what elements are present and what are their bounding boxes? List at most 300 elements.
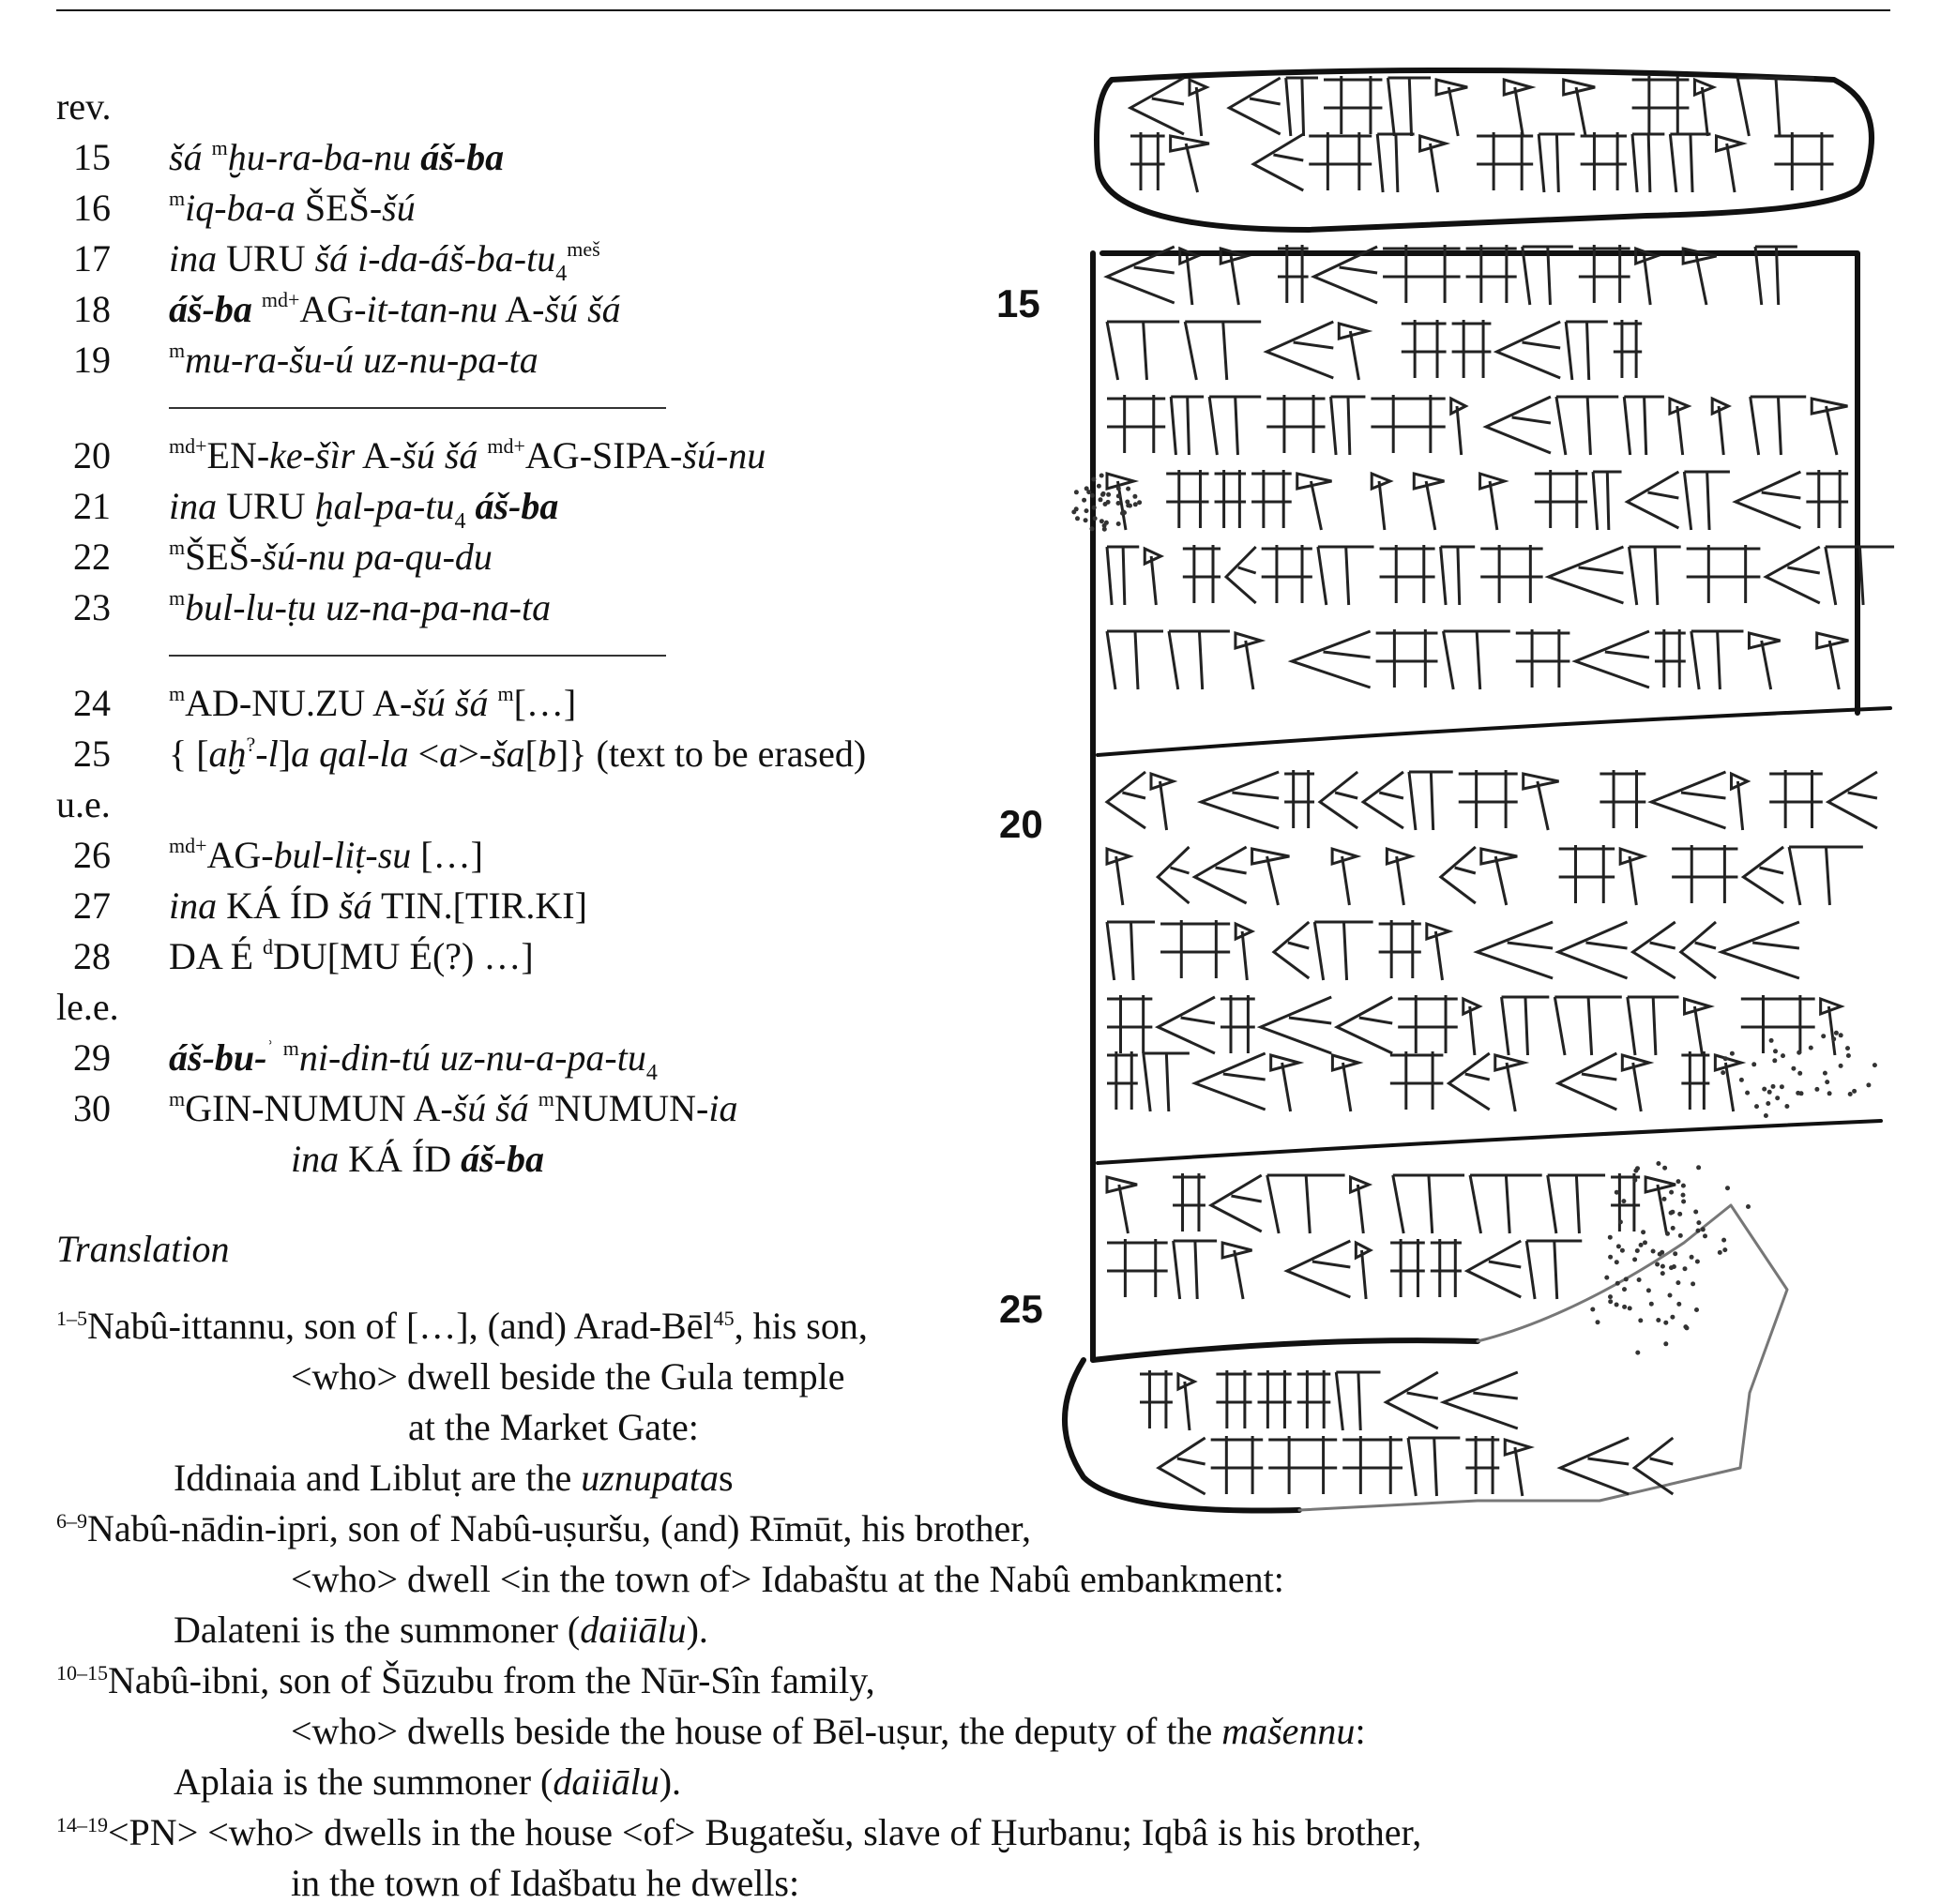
cuneiform-wedge [1398,995,1458,1053]
cuneiform-wedge [1681,922,1716,978]
damage-dot [1691,1281,1695,1286]
damage-dot [1676,1179,1681,1184]
cuneiform-wedge [1539,134,1574,192]
cuneiform-wedge [1441,547,1476,605]
damage-dot [1090,493,1095,498]
cuneiform-wedge [1448,1053,1489,1110]
cuneiform-wedge [1284,770,1314,828]
damage-dot [1845,1046,1850,1050]
line-marker-15: 15 [996,281,1040,325]
damage-dot [1084,508,1089,513]
damage-dot [1084,518,1088,522]
damage-dot [1675,1280,1680,1285]
cuneiform-wedge [1183,545,1221,603]
cuneiform-wedge [1173,1173,1205,1232]
cuneiform-wedge [1107,1177,1137,1233]
damage-dot [1651,1249,1656,1254]
damage-dot [1099,497,1103,502]
damage-dot [1839,1033,1843,1037]
cuneiform-wedge [1600,770,1645,828]
cuneiform-wedge [1691,631,1744,689]
damage-dot [1646,1288,1651,1292]
damage-dot [1082,498,1086,503]
cuneiform-wedge [1336,1372,1380,1430]
damage-dot [1834,1031,1839,1035]
damage-dot [1772,1058,1777,1063]
cuneiform-wedge [1736,472,1800,528]
cuneiform-wedge [1215,470,1247,528]
translation-p3-line2: <who> dwells beside the house of Bēl-uṣur, the deputy of the mašennu: [291,1710,1366,1752]
damage-dot [1739,1078,1744,1082]
top-rule [56,9,1890,11]
damage-dot [1615,1260,1619,1264]
cuneiform-wedge [1670,134,1710,192]
cuneiform-wedge [1465,1436,1499,1494]
cuneiform-wedge [1812,399,1847,455]
cuneiform-wedge [1363,772,1403,828]
cuneiform-wedge [1436,80,1467,136]
section-label-upper-edge: u.e. [56,783,111,825]
damage-dot [1823,1071,1827,1076]
cuneiform-wedge [1620,849,1643,905]
translit-line-19: 19 $^m$mu-ra-šu-ú uz-nu-pa-ta [73,339,538,381]
cuneiform-wedge [1390,1051,1444,1110]
cuneiform-wedge [1629,547,1680,605]
cuneiform-wedge [1160,920,1230,978]
cuneiform-wedge [1190,80,1206,136]
cuneiform-wedge [1477,132,1533,190]
cuneiform-wedge [1130,132,1165,190]
cuneiform-wedge [1221,995,1255,1053]
cuneiform-wedge [1402,320,1447,378]
cuneiform-wedge [1195,847,1247,903]
cuneiform-wedge [1408,1438,1460,1496]
damage-dot [1104,521,1109,525]
damage-dot [1866,1082,1871,1087]
cuneiform-wedge [1463,999,1479,1055]
cuneiform-wedge [1211,1175,1262,1232]
translit-line-21: 21 ina URU ḫal-$pa-tu_4$ áš-ba [73,485,559,534]
cuneiform-wedge [1171,136,1209,192]
damage-dot [1696,1220,1701,1225]
damage-dot [1137,500,1142,505]
cuneiform-wedge [1741,995,1815,1053]
cuneiform-wedge [1486,397,1551,453]
cuneiform-wedge [1130,78,1184,134]
cuneiform-wedge [1575,631,1649,688]
cuneiform-wedge [1593,472,1621,530]
damage-dot [1677,1212,1682,1216]
damage-dot [1132,494,1137,499]
cuneiform-wedge [1743,847,1783,903]
damage-dot [1615,1303,1619,1307]
damage-dot [1608,1299,1613,1304]
cuneiform-wedge [1636,249,1657,305]
cuneiform-wedge [1209,397,1261,455]
cuneiform-wedge [1684,472,1730,530]
cuneiform-wedge [1201,772,1279,828]
cuneiform-wedge [1681,1051,1709,1110]
cuneiform-wedge [1371,395,1445,453]
damage-dot [1622,1287,1627,1292]
cuneiform-wedge [1409,772,1453,830]
cuneiform-wedge [1624,397,1664,455]
cuneiform-wedge [1332,1055,1358,1111]
section-label-left-edge: le.e. [56,986,119,1028]
cuneiform-wedge [1211,1436,1264,1494]
cuneiform-wedge [1107,631,1163,689]
cuneiform-wedge [1107,849,1130,905]
damage-dot [1635,1351,1640,1355]
damage-dot [1632,1257,1637,1262]
damage-dot [1827,1091,1832,1096]
cuneiform-wedge [1632,76,1690,134]
upper-edge-outline [1097,70,1872,230]
cuneiform-wedge [1632,134,1664,192]
cuneiform-wedge [1236,924,1251,980]
damage-dot [1632,1178,1637,1183]
damage-dot [1669,1190,1674,1195]
cuneiform-wedge [1107,1051,1138,1110]
cuneiform-wedge [1390,1239,1425,1297]
damage-dot [1725,1186,1730,1190]
cuneiform-wedge [1672,845,1737,903]
damage-dot [1122,510,1127,515]
cuneiform-wedge [1558,922,1627,978]
section-divider [169,655,666,657]
translit-line-25: 25 { [aḫ?-l]a qal-la <a>-ša[b]} (text to be erased) [73,733,867,775]
cuneiform-wedge [1549,547,1624,603]
damage-dot [1693,1210,1698,1215]
cuneiform-wedge [1459,770,1518,828]
damage-dot [1116,521,1121,526]
damage-dot [1615,1190,1619,1195]
cuneiform-wedge [1737,78,1814,136]
damage-dot [1662,1197,1667,1201]
cuneiform-wedge [1806,470,1848,528]
damage-dot [1608,1294,1613,1299]
damage-dot [1766,1101,1770,1106]
cuneiform-wedge [1380,545,1435,603]
damage-dot [1775,1096,1780,1100]
translit-line-16: 16 $^m$iq-ba-a ŠEŠ-šú [73,187,416,229]
cuneiform-wedge [1749,633,1780,689]
cuneiform-wedge [1535,470,1587,528]
damage-dot [1695,1260,1700,1264]
cuneiform-wedge [1477,922,1553,978]
cuneiform-wedge [1178,1374,1194,1430]
cuneiform-wedge [1261,997,1331,1053]
damage-dot [1703,1233,1707,1238]
translit-line-15: 15 šá $^m$ḫu-ra-ba-nu áš-ba [73,136,505,178]
damage-dot [1721,1070,1725,1075]
cuneiform-wedge [1331,397,1366,455]
damage-dot [1116,486,1121,491]
cuneiform-wedge [1651,772,1725,828]
damage-dot [1769,1038,1774,1043]
damage-dot [1696,1229,1701,1233]
cuneiform-wedge [1286,78,1318,136]
cuneiform-wedge [1221,249,1246,305]
damage-dot [1658,1252,1662,1257]
damage-dot [1621,1199,1626,1203]
cuneiform-wedge [1504,80,1531,136]
cuneiform-wedge [1236,633,1261,689]
damage-dot [1663,1321,1668,1325]
damage-dot [1669,1211,1674,1216]
cuneiform-wedge [1377,134,1414,192]
cuneiform-wedge [1721,922,1799,978]
damage-dot [1852,1089,1857,1094]
damage-dot [1075,516,1080,521]
cuneiform-wedge [1309,132,1372,190]
cuneiform-wedge [1556,397,1618,455]
damage-dot [1097,484,1101,489]
cuneiform-wedge [1107,772,1145,828]
translation-p3-line3: Aplaia is the summoner (daiiālu). [174,1760,682,1803]
damage-dot [1128,504,1132,508]
damage-dot [1071,509,1076,514]
cuneiform-wedge [1821,999,1842,1055]
cuneiform-wedge [1628,472,1679,528]
cuneiform-wedge [1817,633,1849,689]
cuneiform-wedge [1185,322,1261,380]
damage-dot [1669,1265,1674,1270]
damage-dot [1091,477,1096,482]
damage-dot [1784,1104,1789,1109]
cuneiform-wedge [1387,78,1431,136]
cuneiform-wedge [1158,847,1189,903]
section-divider [169,407,666,409]
damage-dot [1656,1318,1660,1322]
damage-dot [1608,1255,1613,1260]
damage-dot [1722,1247,1727,1252]
cuneiform-wedge [1470,1175,1542,1233]
cuneiform-wedge [1169,631,1230,689]
translit-line-28: 28 DA É $^d$DU[MU É(?) …] [73,935,534,977]
cuneiform-wedge [1769,770,1823,828]
damage-dot [1681,1184,1686,1188]
damage-dot [1780,1084,1784,1089]
cuneiform-wedge [1226,547,1256,603]
translation-p2-line2: <who> dwell <in the town of> Idabaštu at the Nabû embankment: [291,1558,1284,1600]
cuneiform-wedge [1441,847,1476,903]
translation-heading: Translation [56,1228,230,1270]
damage-dot [1090,526,1095,531]
damage-stippling [1071,474,1877,1355]
damage-dot [1825,1080,1829,1084]
cuneiform-wedge [1262,545,1312,603]
damage-dot [1608,1235,1613,1240]
cuneiform-wedge [1731,774,1747,830]
cuneiform-wedge [1195,1053,1266,1110]
damage-dot [1671,1226,1675,1231]
cuneiform-wedge [1144,1053,1190,1111]
cuneiform-wedge [1558,1053,1616,1110]
cuneiform-wedge [1372,474,1390,530]
cuneiform-wedge [1502,997,1550,1055]
cuneiform-wedge [1107,922,1155,980]
cuneiform-wedge [1414,474,1444,530]
cuneiform-wedge [1222,1243,1251,1299]
cuneiform-wedge [1314,922,1372,980]
damage-dot [1676,1302,1681,1307]
cuneiform-wedge [1526,1241,1582,1299]
cuneiform-wedge [1431,1239,1462,1297]
cuneiform-wedge [1266,395,1325,453]
cuneiform-wedge [1715,1055,1741,1111]
damage-dot [1106,500,1111,505]
broken-edge-outline [1299,1205,1787,1510]
cuneiform-wedge [1274,922,1309,978]
cuneiform-wedge [1271,1055,1299,1111]
translit-line-27: 27 ina KÁ ÍD šá TIN.[TIR.KI] [73,884,587,927]
damage-dot [1624,1277,1629,1281]
cuneiform-wedge [1268,1436,1337,1494]
cuneiform-wedge [1287,1241,1350,1297]
cuneiform-wedge [1789,847,1863,905]
damage-dot [1730,1051,1735,1056]
cuneiform-wedge [1318,547,1374,605]
damage-dot [1099,474,1104,478]
cuneiform-wedge [1332,849,1357,905]
cuneiform-wedge [1516,629,1570,688]
translit-line-18: 18 áš-ba $^{md+}$AG-it-tan-nu A-šú šá [73,288,621,330]
damage-dot [1797,1071,1802,1076]
damage-dot [1751,1062,1756,1066]
cuneiform-wedge [1342,1436,1403,1494]
damage-dot [1746,1204,1751,1209]
cuneiform-wedge [1560,1438,1629,1494]
translation-p1-line4: Iddinaia and Libluṭ are the uznupatas [174,1457,734,1499]
cuneiform-wedge [1145,549,1160,605]
damage-dot [1106,492,1111,497]
cuneiform-wedge [1356,1243,1370,1299]
damage-dot [1673,1251,1677,1256]
cuneiform-wedge [1451,399,1466,455]
cuneiform-wedge [1253,134,1303,190]
cuneiform-tablet-drawing [990,52,1909,1515]
damage-dot [1764,1113,1768,1118]
cuneiform-wedge [1386,1372,1437,1428]
damage-dot [1116,493,1121,498]
cuneiform-wedge [1467,1241,1521,1297]
cuneiform-wedge [1257,1370,1291,1428]
cuneiform-wedge [1751,397,1807,455]
cuneiform-wedge [1267,1175,1345,1233]
cuneiform-wedge [1180,249,1198,305]
cuneiform-wedge [1564,80,1595,136]
damage-dot [1814,1087,1819,1092]
translation-p4-line2: in the town of Idašbatu he dwells: [291,1862,800,1904]
cuneiform-wedge [1670,399,1689,455]
translit-line-29: 29 áš-bu-$^ʾ$ $^m$ni-din-tú $uz-nu-a-pa-tu_4$ [73,1036,658,1085]
damage-dot [1590,1307,1595,1312]
damage-dot [1809,1046,1813,1050]
damage-dot [1618,1219,1623,1224]
damage-dot [1681,1193,1686,1198]
cuneiform-wedge [1266,322,1333,378]
damage-dot [1074,490,1079,494]
damage-dot [1099,519,1104,523]
damage-dot [1620,1248,1625,1253]
damage-dot [1839,1064,1843,1068]
cuneiform-wedge [1320,772,1357,828]
cuneiform-wedge [1505,1440,1530,1496]
damage-dot [1133,502,1138,506]
damage-dot [1791,1066,1796,1071]
damage-dot [1781,1053,1785,1058]
translit-line-24: 24 $^m$AD-NU.ZU A-šú šá $^m$[…] [73,682,577,724]
section-label-reverse: rev. [56,85,112,128]
damage-dot [1616,1244,1621,1248]
cuneiform-wedge [1171,397,1204,455]
cuneiform-wedge [1655,629,1686,688]
cuneiform-wedge [1324,76,1382,134]
cuneiform-wedge [1420,136,1446,192]
cuneiform-wedge [1174,1241,1217,1299]
damage-dot [1773,1049,1778,1053]
cuneiform-wedge [1393,1175,1464,1233]
translit-line-30: 30 $^m$GIN-NUMUN A-šú šá $^m$NUMUN-ia [73,1087,738,1129]
damage-dot [1628,1306,1632,1310]
cuneiform-wedge [1614,320,1642,378]
cuneiform-wedge [1107,995,1152,1053]
damage-dot [1745,1091,1750,1096]
cuneiform-wedge [1774,132,1833,190]
cuneiform-wedge [1645,1177,1675,1233]
cuneiform-wedge [1716,136,1742,192]
damage-dot [1694,1307,1699,1312]
cuneiform-wedge [1351,1177,1370,1233]
damage-dot [1821,1034,1826,1038]
cuneiform-wedge [1444,1372,1518,1428]
cuneiform-wedge [1339,324,1367,380]
damage-dot [1721,1238,1726,1243]
cuneiform-wedge [1828,772,1877,828]
cuneiform-wedge [1712,399,1728,455]
cuneiform-wedge [1107,322,1179,380]
translation-p2-line3: Dalateni is the summoner (daiiālu). [174,1609,708,1651]
cuneiform-wedge [1251,470,1292,528]
cuneiform-wedge [1107,1239,1168,1297]
damage-dot [1846,1053,1851,1058]
cuneiform-signs [1107,76,1894,1496]
translit-line-17: 17 ina URU šá $i-da-áš-ba-tu_4^{meš}$ [73,237,600,286]
cuneiform-wedge [1559,845,1615,903]
cuneiform-wedge [1444,631,1510,689]
cuneiform-wedge [1481,849,1517,905]
translit-line-26: 26 $^{md+}$AG-bul-liṭ-su […] [73,834,483,876]
damage-dot [1754,1104,1759,1109]
cuneiform-wedge [1554,997,1621,1055]
damage-dot [1683,1266,1688,1271]
damage-dot [1668,1293,1673,1298]
translation-p1-line1: $^{1-5}$Nabû-ittannu, son of […], (and) Arad-Bēl$^{45}$, his son, [56,1305,868,1347]
cuneiform-wedge [1376,629,1438,688]
cuneiform-wedge [1524,774,1559,830]
cuneiform-wedge [1107,547,1139,605]
cuneiform-wedge [1292,631,1371,688]
damage-dot [1831,1036,1836,1041]
cuneiform-wedge [1548,1175,1605,1233]
damage-dot [1701,1227,1706,1232]
cuneiform-wedge [1628,997,1679,1055]
line-marker-25: 25 [999,1287,1043,1331]
damage-dot [1771,1084,1776,1089]
damage-dot [1643,1240,1647,1245]
cuneiform-wedge [1252,849,1290,905]
